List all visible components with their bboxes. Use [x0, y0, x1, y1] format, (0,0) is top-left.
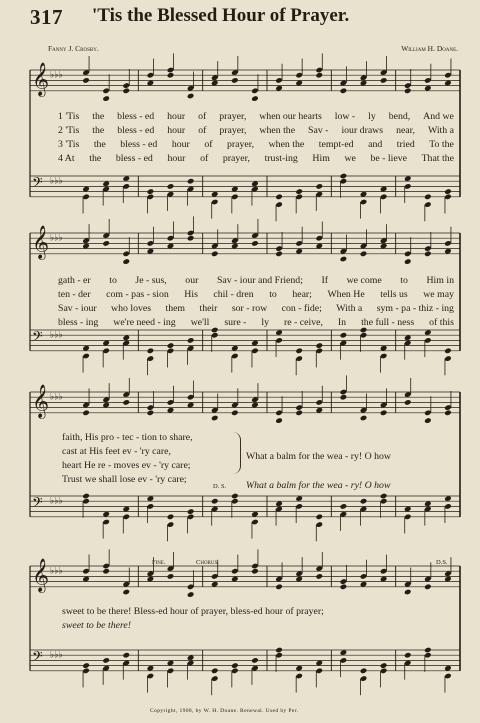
lyric-syllable: of	[198, 125, 207, 136]
lyric-syllable: hour	[167, 111, 186, 122]
bass-clef: 𝄢	[32, 494, 43, 514]
lyric-syllable: to	[269, 289, 277, 300]
ds-label: D. S.	[213, 483, 227, 490]
hymn-number: 317	[30, 5, 63, 29]
note-head	[102, 568, 110, 575]
lyric-syllable: when the	[259, 125, 296, 136]
note-head	[187, 178, 195, 185]
note-head	[360, 668, 368, 675]
lyric-line	[58, 125, 454, 136]
lyric-syllable: them	[165, 303, 186, 314]
note-head	[122, 652, 130, 659]
note-head	[231, 410, 239, 417]
lyric-syllable: Sav - iour and Friend;	[216, 275, 303, 286]
lyric-syllable: chil - dren	[213, 289, 254, 300]
treble-clef: 𝄞	[32, 61, 50, 96]
lyric-syllable: 2 'Tis	[58, 125, 80, 136]
lyric-syllable: prayer,	[222, 153, 250, 164]
lyric-syllable: With a	[336, 303, 363, 314]
note-head	[340, 584, 348, 591]
note-head	[360, 251, 368, 258]
treble-clef: 𝄞	[32, 557, 50, 592]
note-head	[275, 417, 283, 424]
lyric-syllable: sure -	[224, 317, 247, 328]
lyric-syllable: bless - ing	[58, 317, 99, 328]
lyric-syllable: be - lieve	[370, 153, 407, 164]
note-head	[231, 77, 239, 84]
lyric-syllable: to	[400, 275, 408, 286]
note-head	[187, 591, 195, 598]
lyric-syllable: of	[204, 139, 213, 150]
key-flat: ♭♭♭	[50, 69, 63, 80]
note-head	[315, 342, 323, 349]
note-head	[231, 662, 239, 669]
lyric-syllable: hour	[167, 153, 186, 164]
lyric-syllable: bless - ed	[117, 111, 155, 122]
note-head	[82, 77, 90, 84]
note-head	[275, 194, 283, 201]
key-flat: ♭♭♭	[50, 649, 63, 660]
lyric-line	[58, 111, 454, 122]
note-head	[275, 647, 283, 654]
lyric-syllable: their	[199, 303, 218, 314]
note-head	[380, 662, 388, 669]
lyric-syllable: When He	[327, 289, 365, 300]
lyric-syllable: That the	[421, 153, 454, 164]
note-head	[444, 188, 452, 195]
note-head	[404, 652, 412, 659]
note-head	[360, 498, 368, 505]
verse-brace	[232, 432, 241, 474]
note-head	[187, 337, 195, 344]
chorus-line: sweet to be there!	[62, 620, 132, 631]
lyric-syllable: near,	[396, 125, 415, 136]
lyric-syllable: tells us	[380, 289, 408, 300]
lyric-syllable: ten - der	[58, 289, 91, 300]
lyric-syllable: to	[109, 275, 117, 286]
note-head	[231, 493, 239, 500]
lyric-syllable: hear;	[292, 289, 312, 300]
lyric-syllable: when our hearts	[259, 111, 322, 122]
lyric-syllable: prayer,	[219, 111, 247, 122]
note-head	[404, 258, 412, 265]
key-flat: ♭♭♭	[50, 175, 63, 186]
lyric-syllable: Sav - iour	[58, 303, 97, 314]
lyric-syllable: bless - ed	[115, 153, 153, 164]
chorus-line: sweet to be there! Bless-ed hour of prayer, bless-ed hour of prayer;	[62, 606, 324, 617]
lyric-syllable: prayer,	[227, 139, 255, 150]
note-head	[315, 514, 323, 521]
note-head	[82, 410, 90, 417]
lyric-syllable: bend,	[388, 111, 411, 122]
lyric-syllable: 3 'Tis	[58, 139, 80, 150]
note-head	[380, 493, 388, 500]
lyric-syllable: the	[92, 111, 105, 122]
lyric-syllable: we're need - ing	[113, 317, 176, 328]
note-head	[295, 410, 303, 417]
note-head	[167, 183, 175, 190]
note-head	[187, 93, 195, 100]
note-head	[315, 573, 323, 580]
note-head	[340, 173, 348, 180]
lyric-syllable: trust-ing	[264, 153, 298, 164]
treble-clef: 𝄞	[32, 224, 50, 259]
lyric-syllable: our	[185, 275, 199, 286]
note-head	[360, 415, 368, 422]
lyric-syllable: iour draws	[341, 125, 384, 136]
bass-clef: 𝄢	[32, 648, 43, 668]
key-flat: ♭♭♭	[50, 391, 63, 402]
note-head	[147, 410, 155, 417]
lyric-line	[58, 153, 454, 164]
note-head	[211, 415, 219, 422]
note-head	[424, 194, 432, 201]
note-head	[167, 514, 175, 521]
verse-line: cast at His feet ev - 'ry care,	[62, 446, 171, 457]
verse-line: Trust we shall lose ev - 'ry care;	[62, 474, 187, 485]
lyric-syllable: we may	[423, 289, 454, 300]
note-head	[380, 410, 388, 417]
note-head	[187, 508, 195, 515]
note-head	[404, 399, 412, 406]
lyric-syllable: we'll	[190, 317, 210, 328]
copyright: Copyright, 1908, by W. H. Doane. Renewal. Used by Per.	[150, 708, 299, 714]
lyric-syllable: Je - sus,	[135, 275, 167, 286]
poet-credit: Fanny J. Crosby.	[48, 44, 99, 53]
note-head	[187, 235, 195, 242]
lyric-syllable: hour	[167, 125, 186, 136]
lyric-syllable: who loves	[111, 303, 152, 314]
composer-credit: William H. Doane.	[401, 44, 458, 53]
lyric-line	[58, 289, 454, 300]
note-head	[167, 342, 175, 349]
lyric-syllable: tempt-ed	[318, 139, 354, 150]
note-head	[295, 348, 303, 355]
lyric-syllable: re - ceive,	[284, 317, 323, 328]
note-head	[444, 410, 452, 417]
lyric-syllable: And we	[423, 111, 454, 122]
note-head	[340, 332, 348, 339]
note-head	[102, 240, 110, 247]
lyric-syllable: ly	[261, 317, 270, 328]
note-head	[404, 589, 412, 596]
lyric-syllable: ly	[368, 111, 376, 122]
note-head	[340, 503, 348, 510]
lyric-line	[58, 139, 454, 150]
ds-label: D.S.	[436, 559, 448, 566]
lyric-syllable: sym - pa - thiz - ing	[376, 303, 454, 314]
lyric-syllable: bless - ed	[120, 139, 158, 150]
lyric-line	[58, 303, 454, 314]
note-head	[251, 240, 259, 247]
note-head	[122, 589, 130, 596]
lyric-syllable: and	[368, 139, 383, 150]
note-head	[167, 573, 175, 580]
note-head	[275, 251, 283, 258]
lyric-syllable: Him in	[426, 275, 454, 286]
lyric-syllable: the	[92, 125, 105, 136]
note-head	[424, 647, 432, 654]
note-head	[295, 188, 303, 195]
note-head	[82, 662, 90, 669]
lyric-syllable: If	[321, 275, 329, 286]
lyric-syllable: With a	[427, 125, 454, 136]
lyric-syllable: In	[337, 317, 347, 328]
note-head	[404, 88, 412, 95]
key-flat: ♭♭♭	[50, 329, 63, 340]
lyric-syllable: the full - ness	[361, 317, 415, 328]
note-head	[147, 348, 155, 355]
note-head	[251, 95, 259, 102]
note-head	[211, 251, 219, 258]
key-flat: ♭♭♭	[50, 565, 63, 576]
lyric-syllable: the	[93, 139, 106, 150]
lyric-syllable: of	[198, 111, 207, 122]
lyric-syllable: His	[184, 289, 198, 300]
lyric-syllable: we come	[346, 275, 382, 286]
note-head	[211, 498, 219, 505]
note-head	[424, 251, 432, 258]
note-head	[167, 72, 175, 79]
note-head	[424, 417, 432, 424]
note-head	[147, 188, 155, 195]
treble-clef: 𝄞	[32, 383, 50, 418]
lyric-syllable: Sav -	[308, 125, 329, 136]
lyric-line	[58, 317, 454, 328]
note-head	[275, 584, 283, 591]
bass-clef: 𝄢	[32, 174, 43, 194]
chorus-label: Chorus.	[196, 559, 219, 566]
lyric-syllable: hour	[171, 139, 190, 150]
key-flat: ♭♭♭	[50, 495, 63, 506]
lyric-syllable: gath - er	[58, 275, 91, 286]
key-flat: ♭♭♭	[50, 232, 63, 243]
note-head	[122, 258, 130, 265]
note-head	[251, 568, 259, 575]
note-head	[251, 657, 259, 664]
note-head	[315, 183, 323, 190]
lyric-syllable: 1 'Tis	[58, 111, 80, 122]
lyric-syllable: tried	[396, 139, 415, 150]
verse-line: heart He re - moves ev - 'ry care;	[62, 460, 191, 471]
verse-line: faith, His pro - tec - tion to share,	[62, 432, 193, 443]
lyric-syllable: com - pas - sion	[106, 289, 169, 300]
note-head	[102, 95, 110, 102]
note-head	[444, 348, 452, 355]
hymn-title: 'Tis the Blessed Hour of Prayer.	[92, 5, 350, 26]
ds-line: What a balm for the wea - ry! O how	[246, 480, 391, 491]
note-head	[102, 657, 110, 664]
note-head	[340, 256, 348, 263]
lyric-syllable: we	[344, 153, 356, 164]
refrain-lead: What a balm for the wea - ry! O how	[246, 451, 391, 462]
lyric-line	[58, 275, 454, 286]
note-head	[340, 394, 348, 401]
lyric-syllable: low -	[334, 111, 356, 122]
fine-label: Fine.	[152, 559, 166, 566]
bass-clef: 𝄢	[32, 328, 43, 348]
lyric-syllable: con - fide;	[281, 303, 322, 314]
lyric-syllable: bless - ed	[117, 125, 155, 136]
lyric-syllable: To the	[429, 139, 454, 150]
lyric-syllable: of	[200, 153, 209, 164]
note-head	[122, 399, 130, 406]
note-head	[424, 584, 432, 591]
lyric-syllable: prayer,	[219, 125, 247, 136]
note-head	[211, 668, 219, 675]
note-head	[82, 493, 90, 500]
lyric-syllable: when the	[268, 139, 305, 150]
lyric-syllable: 4 At	[58, 153, 75, 164]
note-head	[315, 72, 323, 79]
lyric-syllable: of this	[429, 317, 454, 328]
lyric-syllable: Him	[312, 153, 330, 164]
note-head	[380, 77, 388, 84]
note-head	[340, 88, 348, 95]
lyric-syllable: the	[89, 153, 102, 164]
note-head	[122, 88, 130, 95]
lyric-syllable: sor - row	[231, 303, 268, 314]
